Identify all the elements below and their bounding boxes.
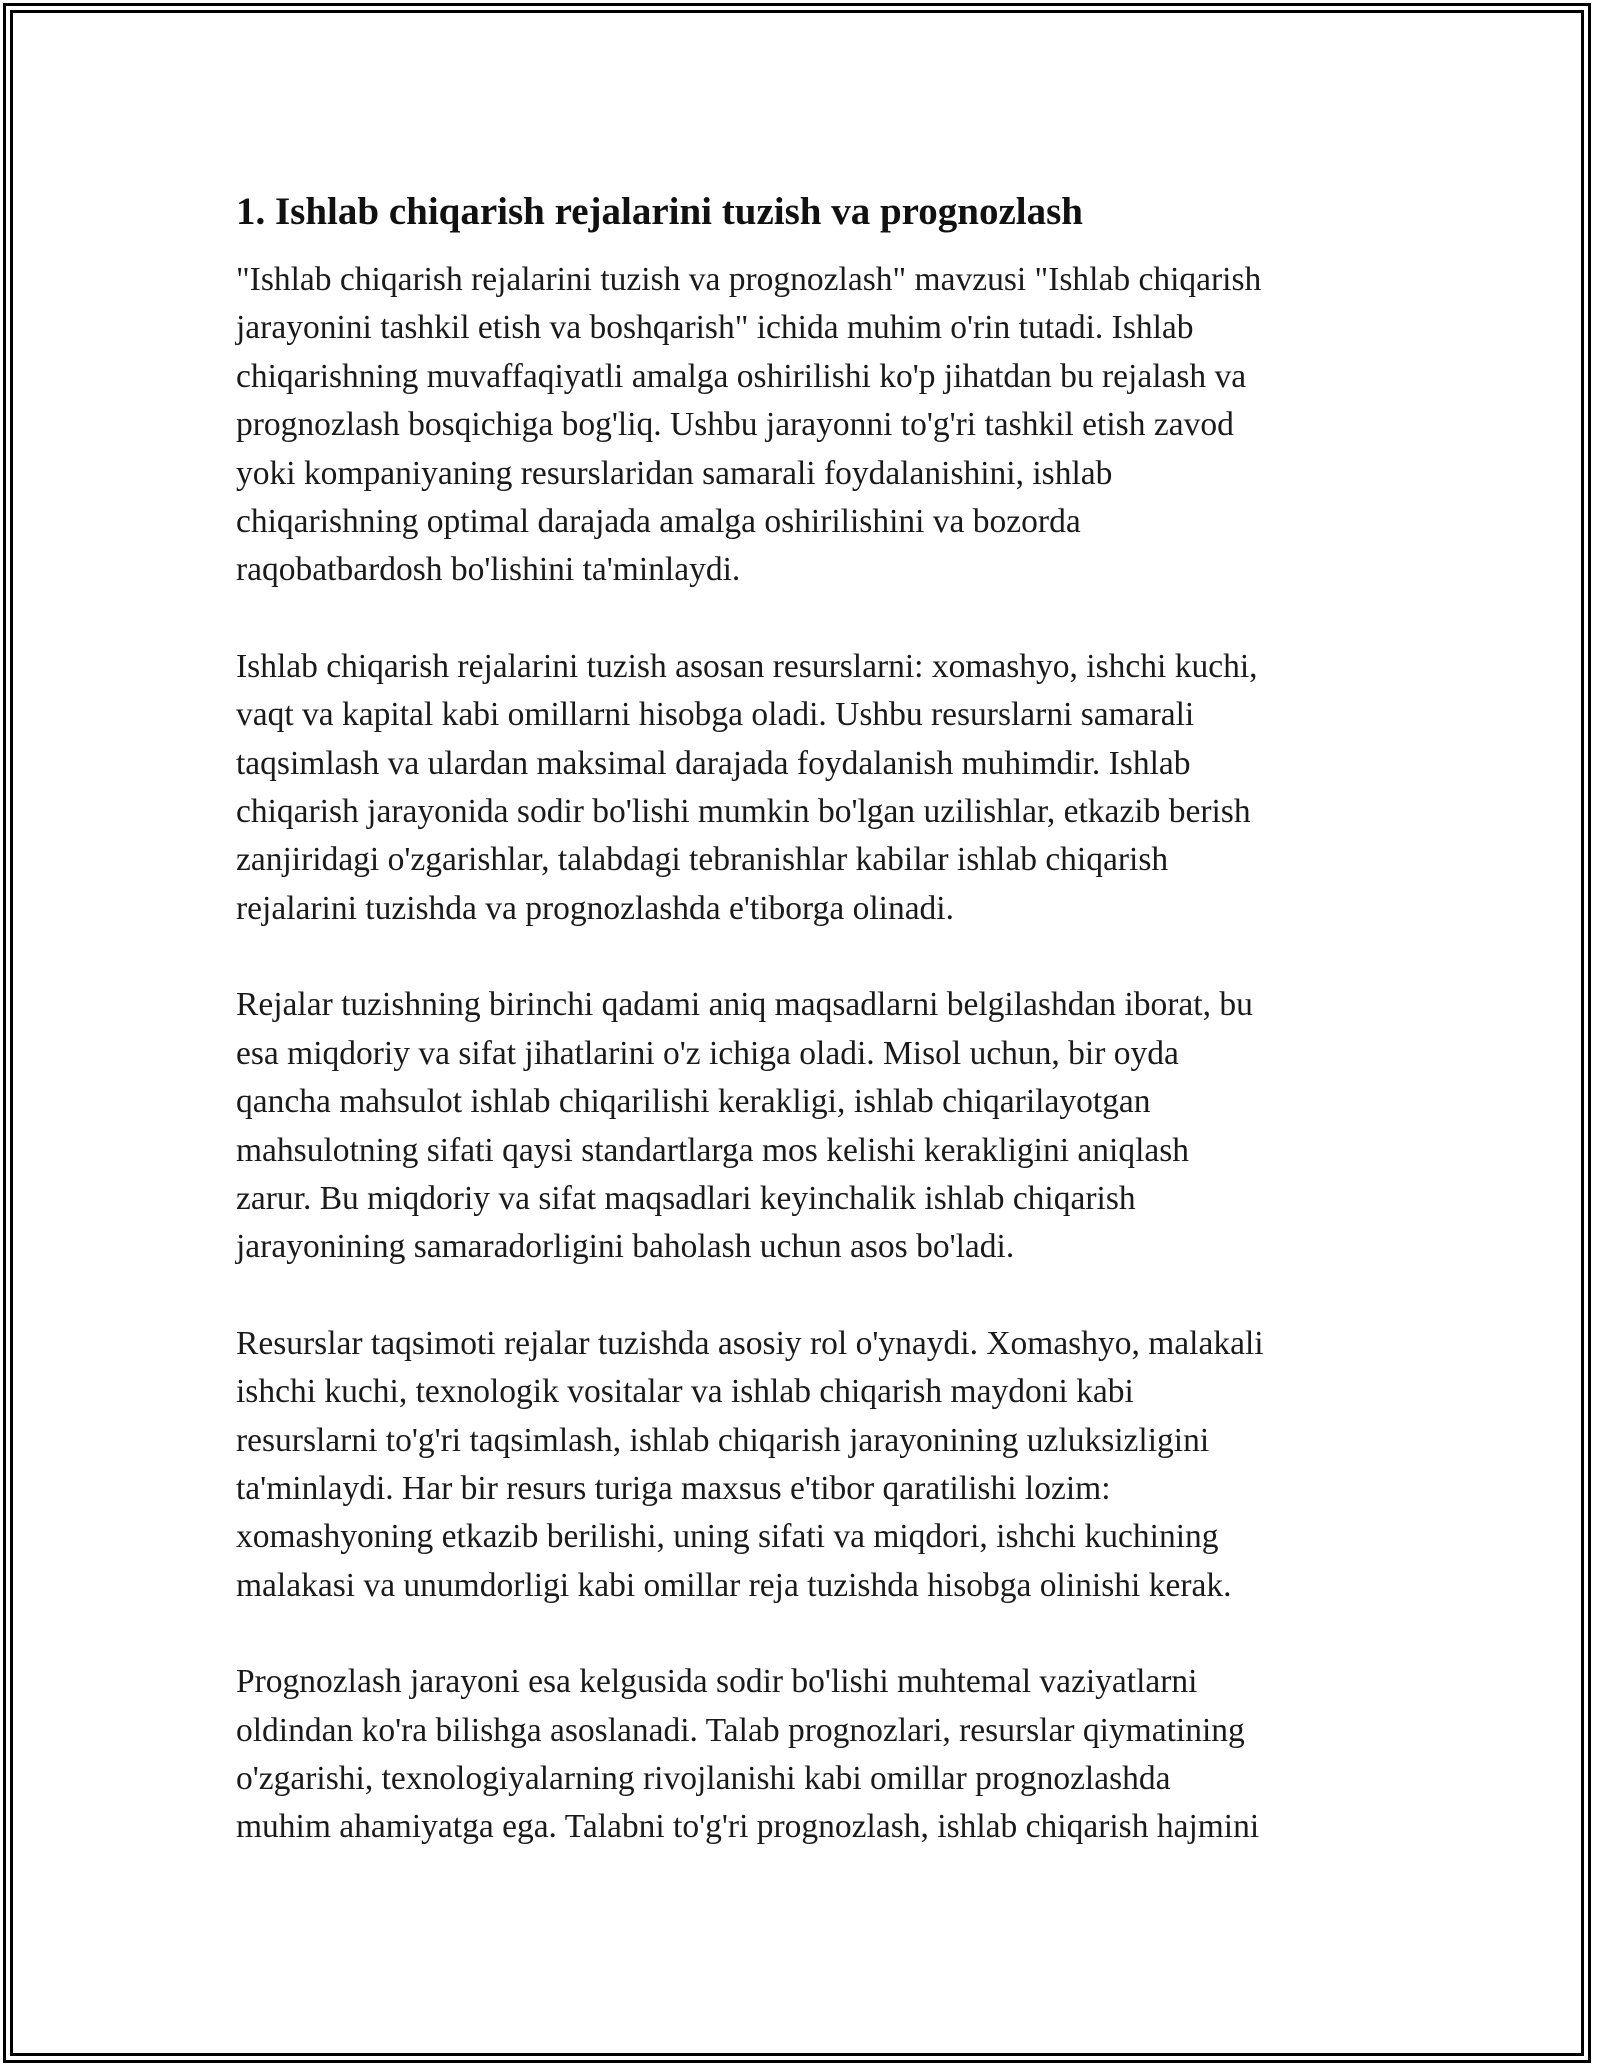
paragraph-line: prognozlash bosqichiga bog'liq. Ushbu jarayonni to'g'ri tashkil etish zavod (236, 406, 1234, 444)
paragraph-line: zarur. Bu miqdoriy va sifat maqsadlari keyinchalik ishlab chiqarish (236, 1179, 1136, 1217)
paragraph-line: rejalarini tuzishda va prognozlashda e'tiborga olinadi. (236, 889, 954, 927)
paragraph-line: ishchi kuchi, texnologik vositalar va ishlab chiqarish maydoni kabi (236, 1373, 1134, 1411)
paragraph-line: zanjiridagi o'zgarishlar, talabdagi tebranishlar kabilar ishlab chiqarish (236, 841, 1169, 879)
document-body (236, 186, 1376, 1900)
paragraph-line: raqobatbardosh bo'lishini ta'minlaydi. (236, 551, 741, 589)
paragraph-line: ta'minlaydi. Har bir resurs turiga maxsus e'tibor qaratilishi lozim: (236, 1469, 1111, 1507)
paragraph (236, 1658, 1376, 1852)
paragraph (236, 981, 1376, 1271)
paragraph-line: chiqarish jarayonida sodir bo'lishi mumkin bo'lgan uzilishlar, etkazib berish (236, 793, 1251, 831)
paragraph-line: o'zgarishi, texnologiyalarning rivojlanishi kabi omillar prognozlashda (236, 1759, 1171, 1797)
paragraph-line: jarayonining samaradorligini baholash uchun asos bo'ladi. (236, 1228, 1015, 1266)
section-heading: 1. Ishlab chiqarish rejalarini tuzish va prognozlash (236, 190, 1083, 233)
paragraph-line: muhim ahamiyatga ega. Talabni to'g'ri prognozlash, ishlab chiqarish hajmini (236, 1808, 1260, 1846)
paragraph-line: xomashyoning etkazib berilishi, uning sifati va miqdori, ishchi kuchining (236, 1518, 1219, 1556)
paragraph-line: esa miqdoriy va sifat jihatlarini o'z ichiga oladi. Misol uchun, bir oyda (236, 1034, 1179, 1072)
paragraph-line: Resurslar taqsimoti rejalar tuzishda asosiy rol o'ynaydi. Xomashyo, malakali (236, 1324, 1264, 1362)
paragraph-line: taqsimlash va ulardan maksimal darajada foydalanish muhimdir. Ishlab (236, 744, 1191, 782)
paragraph (236, 1320, 1376, 1610)
paragraph-line: Prognozlash jarayoni esa kelgusida sodir bo'lishi muhtemal vaziyatlarni (236, 1663, 1198, 1701)
paragraph-line: mahsulotning sifati qaysi standartlarga mos kelishi kerakligini aniqlash (236, 1131, 1190, 1169)
paragraph-line: oldindan ko'ra bilishga asoslanadi. Talab prognozlari, resurslar qiymatining (236, 1711, 1245, 1749)
paragraph (236, 643, 1376, 933)
paragraph-line: vaqt va kapital kabi omillarni hisobga oladi. Ushbu resurslarni samarali (236, 696, 1195, 734)
paragraph-line: yoki kompaniyaning resurslaridan samarali foydalanishini, ishlab (236, 454, 1113, 492)
paragraph-line: chiqarishning muvaffaqiyatli amalga oshirilishi ko'p jihatdan bu rejalash va (236, 357, 1247, 395)
paragraph-line: Rejalar tuzishning birinchi qadami aniq maqsadlarni belgilashdan iborat, bu (236, 986, 1253, 1024)
paragraph-line: resurslarni to'g'ri taqsimlash, ishlab chiqarish jarayonining uzluksizligini (236, 1421, 1210, 1459)
paragraph-line: "Ishlab chiqarish rejalarini tuzish va prognozlash" mavzusi "Ishlab chiqarish (236, 261, 1262, 298)
paragraph-list (236, 256, 1376, 1852)
paragraph (236, 256, 1376, 595)
paragraph-line: chiqarishning optimal darajada amalga oshirilishini va bozorda (236, 503, 1081, 541)
paragraph-line: qancha mahsulot ishlab chiqarilishi kerakligi, ishlab chiqarilayotgan (236, 1083, 1151, 1121)
paragraph-line: malakasi va unumdorligi kabi omillar reja tuzishda hisobga olinishi kerak. (236, 1566, 1232, 1604)
paragraph-line: jarayonini tashkil etish va boshqarish" ichida muhim o'rin tutadi. Ishlab (236, 309, 1194, 347)
paragraph-line: Ishlab chiqarish rejalarini tuzish asosan resurslarni: xomashyo, ishchi kuchi, (236, 647, 1258, 685)
